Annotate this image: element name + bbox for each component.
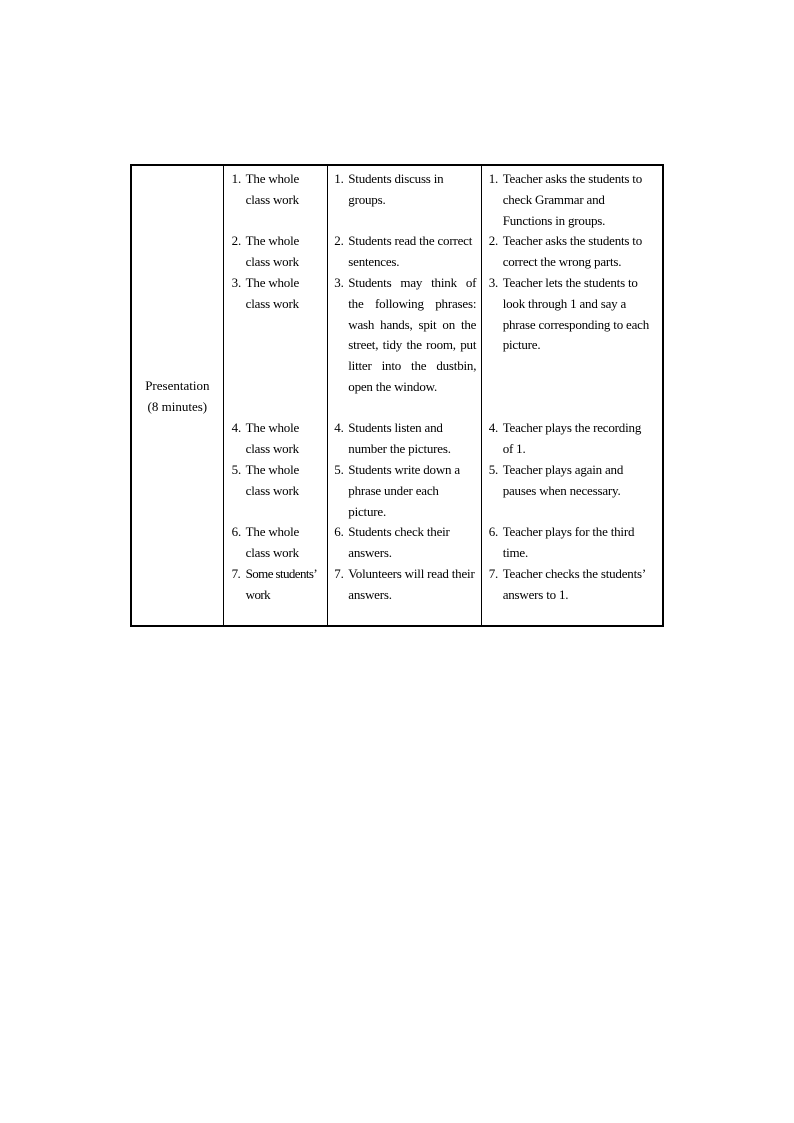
item-number: 7.	[231, 566, 241, 581]
item-number: 4.	[231, 420, 242, 435]
item-text: Students listen and number the pictures.	[348, 420, 451, 456]
teacher-activity-column	[482, 166, 662, 625]
stage-name: Presentation	[145, 377, 210, 393]
item-text: The whole class work	[245, 233, 300, 269]
item-number: 6.	[334, 524, 344, 539]
teacher-activity-item-5	[489, 460, 653, 502]
item-text: Teacher asks the students to check Grammar and Functions in groups.	[502, 171, 643, 228]
item-number: 4.	[488, 420, 499, 435]
student-activity-item-7	[334, 564, 476, 606]
student-activity-item-5	[334, 460, 476, 522]
item-text: The whole class work	[245, 420, 300, 456]
item-text: Teacher plays the recording of 1.	[502, 420, 642, 456]
student-activity-item-1	[334, 169, 476, 211]
item-number: 1.	[488, 171, 499, 186]
student-activity-item-4	[334, 418, 476, 460]
student-activity-column	[328, 166, 481, 625]
item-number: 2.	[488, 233, 499, 248]
teacher-activity-item-4	[489, 418, 653, 460]
item-number: 5.	[231, 462, 242, 477]
stage-column	[132, 166, 224, 625]
item-text: The whole class work	[245, 171, 300, 207]
student-activity-item-2	[334, 231, 476, 273]
work-mode-item-1	[232, 169, 324, 211]
item-text: The whole class work	[245, 524, 300, 560]
teacher-activity-item-2	[489, 231, 653, 273]
item-number: 3.	[488, 275, 499, 290]
item-number: 5.	[488, 462, 499, 477]
student-activity-item-3	[334, 273, 476, 398]
work-mode-item-4	[232, 418, 324, 460]
item-number: 3.	[334, 275, 344, 290]
work-mode-column	[224, 166, 329, 625]
item-text: Students discuss in groups.	[348, 171, 444, 207]
student-activity-item-6	[334, 522, 476, 564]
teacher-activity-item-6	[489, 522, 653, 564]
work-mode-item-7	[232, 564, 324, 606]
item-number: 2.	[231, 233, 242, 248]
item-text: Students write down a phrase under each picture.	[348, 462, 460, 519]
work-mode-item-6	[232, 522, 324, 564]
item-text: Volunteers will read their answers.	[348, 566, 475, 602]
item-text: The whole class work	[245, 275, 300, 311]
teacher-activity-item-1	[489, 169, 653, 231]
item-number: 6.	[231, 524, 242, 539]
teacher-activity-item-3	[489, 273, 653, 356]
item-number: 7.	[334, 566, 344, 581]
item-text: Students read the correct sentences.	[348, 233, 473, 269]
work-mode-item-5	[232, 460, 324, 502]
item-text: The whole class work	[245, 462, 300, 498]
item-text: Teacher lets the students to look through 1 and say a phrase corresponding to each picture.	[502, 275, 650, 353]
item-number: 1.	[334, 171, 344, 186]
item-text: Some students’ work	[245, 566, 317, 602]
lesson-plan-table	[130, 164, 664, 627]
stage-cell	[145, 375, 209, 417]
item-text: Teacher plays for the third time.	[502, 524, 635, 560]
work-mode-item-3	[232, 273, 324, 315]
item-text: Teacher checks the students’ answers to 1.	[502, 566, 646, 602]
item-number: 2.	[334, 233, 344, 248]
item-text: Teacher plays again and pauses when necessary.	[502, 462, 624, 498]
item-text: Teacher asks the students to correct the wrong parts.	[502, 233, 643, 269]
item-number: 7.	[488, 566, 499, 581]
item-text: Students may think of the following phrases: wash hands, spit on the street, tidy the room, put litter into the dustbin, open the window.	[348, 275, 477, 394]
stage-duration: (8 minutes)	[147, 398, 208, 414]
teacher-activity-item-7	[489, 564, 653, 606]
item-text: Students check their answers.	[348, 524, 450, 560]
item-number: 3.	[231, 275, 242, 290]
item-number: 1.	[231, 171, 242, 186]
item-number: 5.	[334, 462, 344, 477]
work-mode-item-2	[232, 231, 324, 273]
item-number: 6.	[488, 524, 499, 539]
item-number: 4.	[334, 420, 344, 435]
